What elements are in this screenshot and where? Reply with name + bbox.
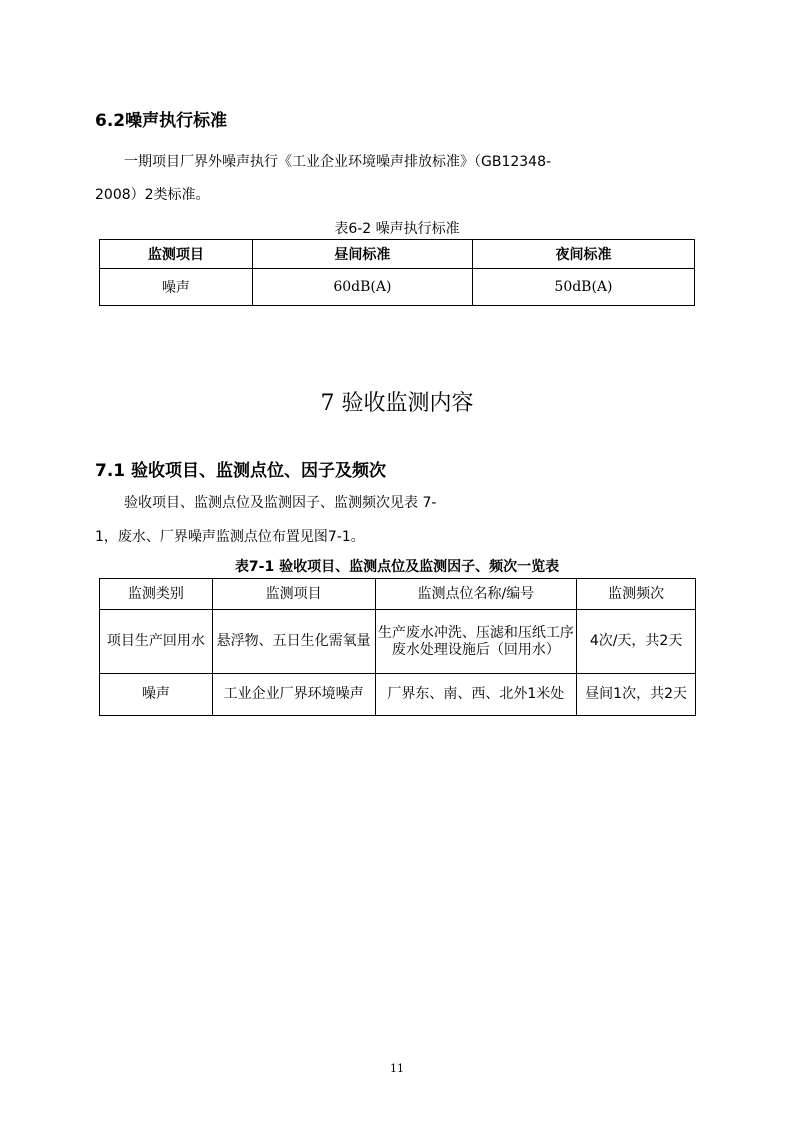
table-header-cell: 监测类别 — [100, 579, 213, 610]
table-header-cell: 监测点位名称/编号 — [375, 579, 577, 610]
table-header-cell: 监测项目 — [212, 579, 375, 610]
section-7-1-para-line1: 验收项目、监测点位及监测因子、监测频次见表 7- — [124, 495, 437, 511]
table-cell-point — [375, 610, 577, 674]
table-cell: 4次/天，共2天 — [577, 610, 696, 674]
table-header-row — [100, 240, 695, 269]
point-line: 生产废水冲洗、压滤和压纸工序 — [377, 624, 574, 641]
table-row — [100, 674, 696, 716]
table-header-cell: 昼间标准 — [252, 240, 472, 269]
table-cell: 悬浮物、五日生化需氧量 — [212, 610, 375, 674]
table-cell: 项目生产回用水 — [100, 610, 213, 674]
table-6-2 — [99, 239, 695, 306]
table-header-cell: 监测项目 — [100, 240, 253, 269]
section-6-2-para-line2: 2008）2类标准。 — [95, 187, 210, 203]
point-line: 废水处理设施后（回用水） — [391, 641, 560, 658]
page-number: 11 — [390, 1062, 404, 1075]
table-cell: 工业企业厂界环境噪声 — [212, 674, 375, 716]
table-cell: 60dB(A) — [252, 269, 472, 306]
table-row — [100, 610, 696, 674]
table-7-1-caption: 表7-1 验收项目、监测点位及监测因子、频次一览表 — [234, 559, 560, 575]
table-cell: 昼间1次，共2天 — [577, 674, 696, 716]
table-cell: 厂界东、南、西、北外1米处 — [375, 674, 577, 716]
table-cell: 噪声 — [100, 269, 253, 306]
table-cell: 噪声 — [100, 674, 213, 716]
table-6-2-caption: 表6-2 噪声执行标准 — [334, 221, 460, 237]
table-header-row — [100, 579, 696, 610]
table-header-cell: 夜间标准 — [472, 240, 694, 269]
table-row — [100, 269, 695, 306]
section-6-2-heading: 6.2噪声执行标准 — [95, 111, 228, 131]
table-header-cell: 监测频次 — [577, 579, 696, 610]
table-7-1 — [99, 578, 696, 716]
chapter-7-title: 7 验收监测内容 — [320, 391, 474, 416]
section-7-1-heading: 7.1 验收项目、监测点位、因子及频次 — [95, 461, 387, 481]
section-7-1-para-line2: 1，废水、厂界噪声监测点位布置见图7-1。 — [95, 529, 365, 545]
section-6-2-para-line1: 一期项目厂界外噪声执行《工业企业环境噪声排放标准》（GB12348- — [124, 154, 552, 170]
table-cell: 50dB(A) — [472, 269, 694, 306]
